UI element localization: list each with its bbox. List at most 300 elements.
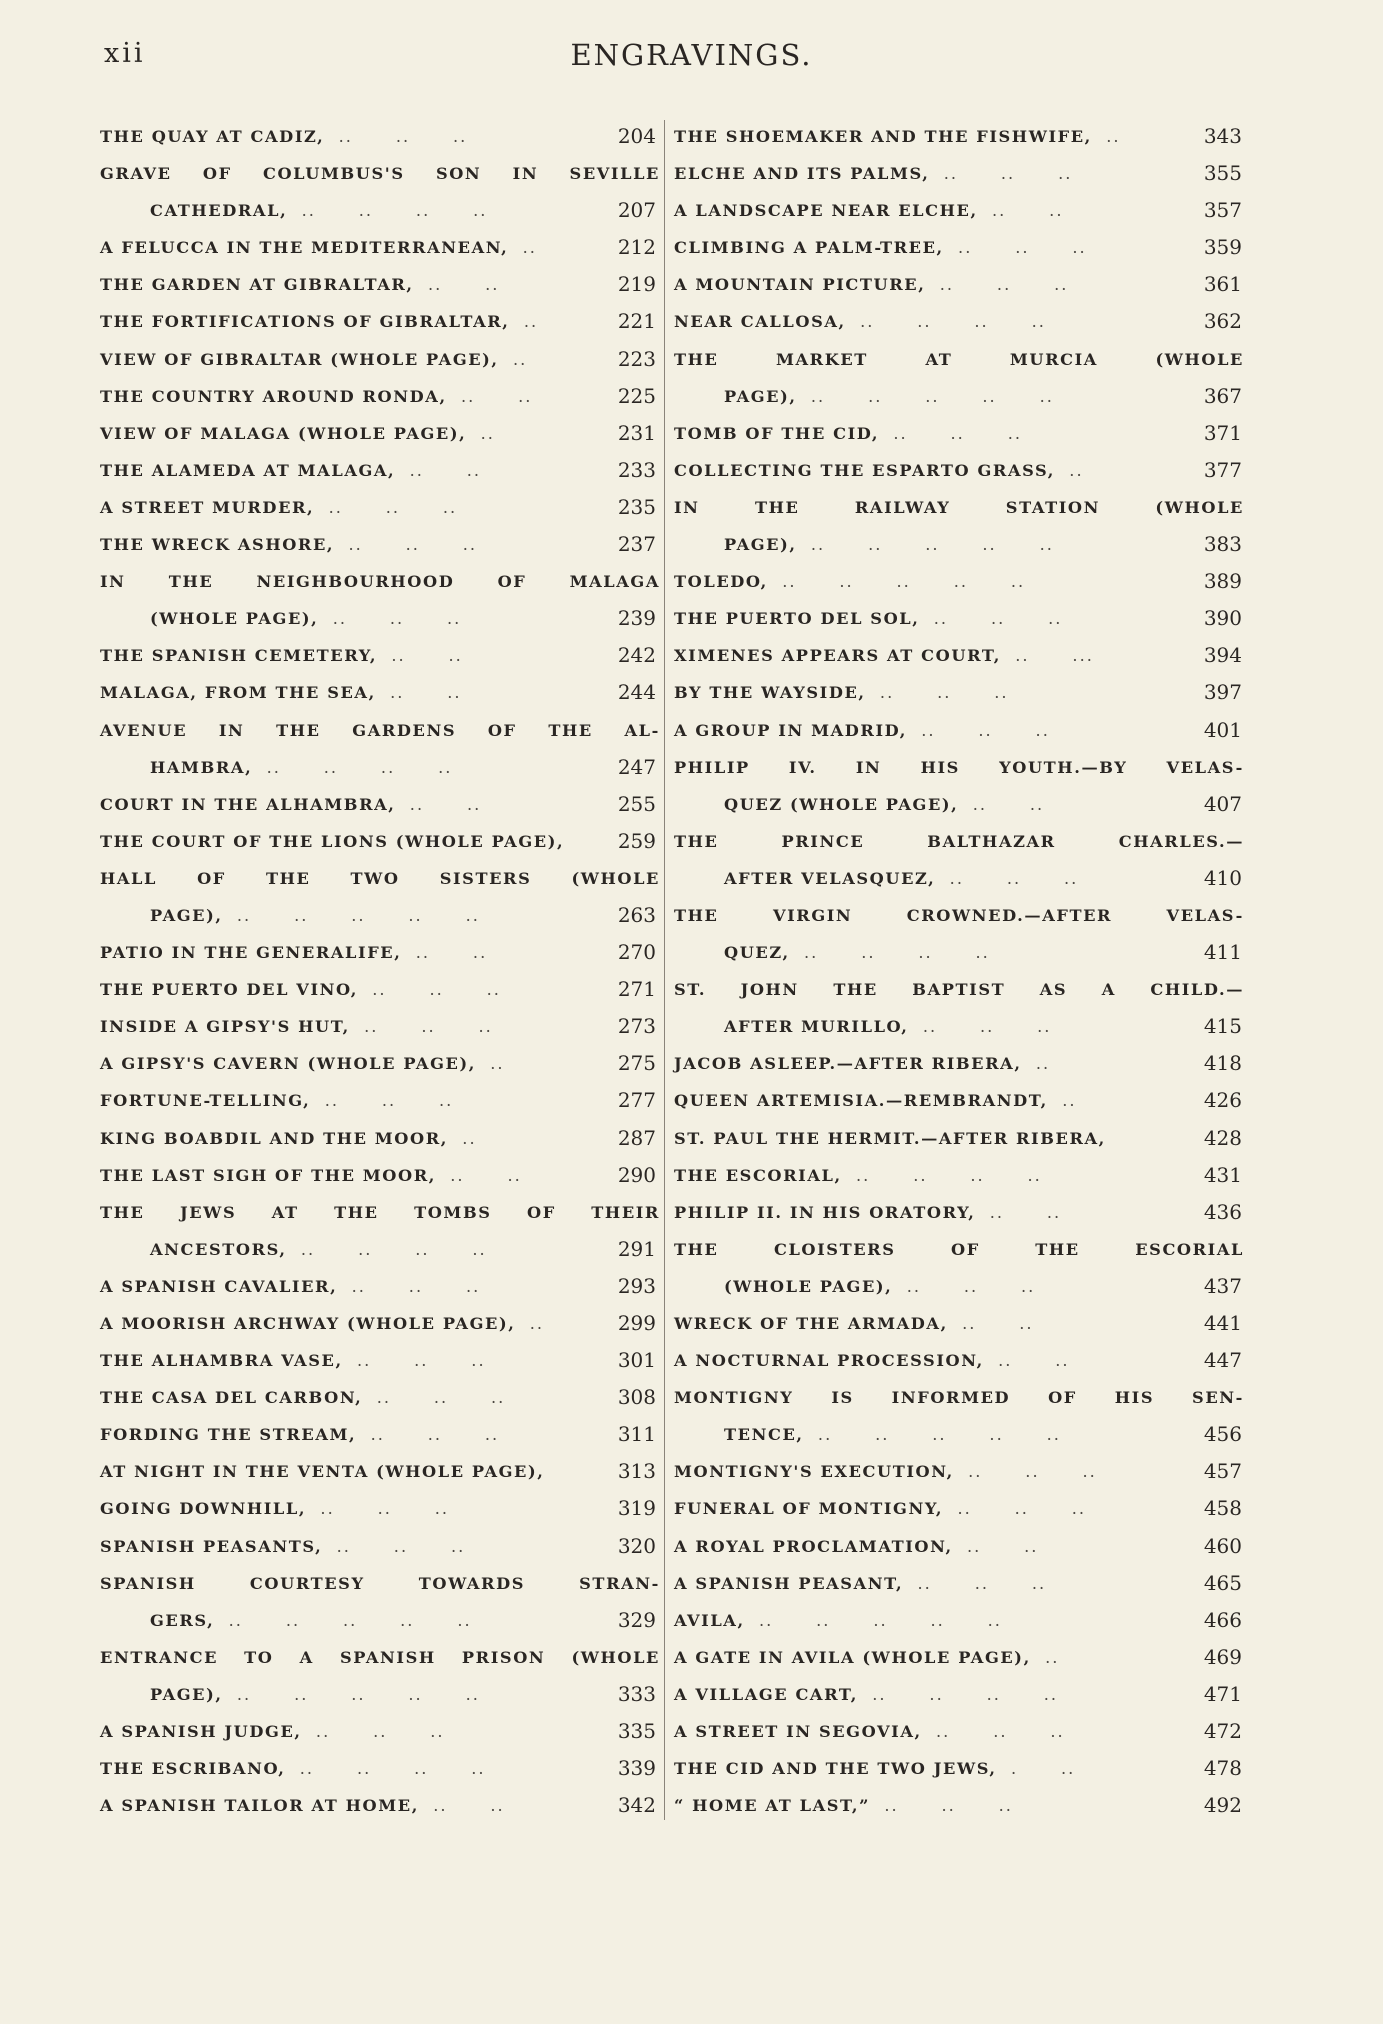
leader-dots: .. .. — [952, 1536, 1039, 1556]
page-ref: 329 — [617, 1607, 656, 1632]
entry-title: COURT IN THE ALHAMBRA, — [100, 794, 396, 814]
leader-dots: .. .. .. .. .. — [796, 535, 1054, 555]
page-ref: 469 — [1203, 1644, 1242, 1669]
toc-entry — [674, 600, 1244, 637]
toc-entry-line — [674, 192, 1244, 229]
entry-title: A LANDSCAPE NEAR ELCHE, — [674, 201, 978, 221]
toc-entry-line — [100, 229, 660, 266]
page-ref: 394 — [1203, 643, 1242, 668]
leader-dots: .. .. .. — [349, 1017, 493, 1037]
toc-entry-line — [100, 1416, 660, 1453]
entry-title: A GATE IN AVILA (WHOLE PAGE), — [674, 1647, 1031, 1667]
entry-title: INSIDE A GIPSY'S HUT, — [100, 1017, 350, 1037]
toc-entry-line — [100, 1008, 660, 1045]
page-ref: 407 — [1203, 791, 1242, 816]
entry-title: TOMB OF THE CID, — [674, 423, 880, 443]
leader-dots: .. .. — [436, 1165, 522, 1185]
toc-entry-line — [100, 637, 660, 674]
leader-dots: .. .. .. — [870, 1796, 1013, 1816]
entry-title: TENCE, — [724, 1425, 804, 1445]
page-ref: 458 — [1203, 1496, 1242, 1521]
toc-entry — [100, 489, 660, 526]
toc-entry-line — [674, 1268, 1244, 1305]
toc-entry-line — [100, 897, 660, 934]
toc-entry — [674, 155, 1244, 192]
page-ref: 225 — [617, 383, 656, 408]
page-ref: 436 — [1203, 1199, 1242, 1224]
page-ref: 371 — [1203, 420, 1242, 445]
toc-entry-line — [100, 155, 660, 192]
entry-title: NEAR CALLOSA, — [674, 312, 846, 332]
entry-title: FUNERAL OF MONTIGNY, — [674, 1499, 944, 1519]
leader-dots: .. .. .. — [310, 1091, 454, 1111]
entry-title: THE CASA DEL CARBON, — [100, 1388, 363, 1408]
entry-title: KING BOABDIL AND THE MOOR, — [100, 1128, 449, 1148]
entry-title: MONTIGNY'S EXECUTION, — [674, 1462, 954, 1482]
page-ref: 223 — [617, 346, 656, 371]
toc-entry — [100, 1787, 660, 1824]
entry-title: CLIMBING A PALM-TREE, — [674, 238, 944, 258]
entry-title: PHILIP II. IN HIS ORATORY, — [674, 1202, 976, 1222]
toc-entry-line — [674, 526, 1244, 563]
entry-title: QUEEN ARTEMISIA.—REMBRANDT, — [674, 1091, 1048, 1111]
leader-dots: .. .. .. .. — [285, 1759, 486, 1779]
toc-entry — [100, 526, 660, 563]
entry-title: IN THE NEIGHBOURHOOD OF MALAGA — [100, 572, 660, 592]
toc-entry — [674, 1490, 1244, 1527]
entry-title: THE GARDEN AT GIBRALTAR, — [100, 275, 414, 295]
leader-dots: .. .. .. — [879, 423, 1022, 443]
toc-entry-line — [100, 1342, 660, 1379]
toc-entry-line — [674, 1713, 1244, 1750]
page-ref: 319 — [617, 1496, 656, 1521]
entry-title: AFTER VELASQUEZ, — [724, 868, 936, 888]
entry-title: HALL OF THE TWO SISTERS (WHOLE — [100, 868, 660, 888]
toc-entry-line — [100, 415, 660, 452]
page-ref: 221 — [617, 309, 656, 334]
toc-entry-line — [100, 786, 660, 823]
toc-entry — [100, 563, 660, 637]
page-ref: 239 — [617, 606, 656, 631]
toc-entry-line — [100, 1602, 660, 1639]
entry-title: HAMBRA, — [150, 757, 253, 777]
toc-entry-line — [674, 1490, 1244, 1527]
toc-entry — [100, 712, 660, 786]
toc-entry-line — [674, 118, 1244, 155]
entry-title: THE VIRGIN CROWNED.—AFTER VELAS- — [674, 905, 1244, 925]
toc-entry-line — [674, 637, 1244, 674]
toc-entry-line — [100, 1379, 660, 1416]
page-ref: 219 — [617, 272, 656, 297]
toc-entry-line — [100, 192, 660, 229]
page-ref: 428 — [1203, 1125, 1242, 1150]
page-ref: 287 — [617, 1125, 656, 1150]
entry-title: GERS, — [150, 1610, 215, 1630]
toc-entry — [674, 712, 1244, 749]
entry-title: IN THE RAILWAY STATION (WHOLE — [674, 497, 1244, 517]
entry-title: THE MARKET AT MURCIA (WHOLE — [674, 349, 1244, 369]
page-ref: 339 — [617, 1756, 656, 1781]
entry-title: THE ALHAMBRA VASE, — [100, 1351, 343, 1371]
entry-title: (WHOLE PAGE), — [724, 1276, 893, 1296]
entry-title: A FELUCCA IN THE MEDITERRANEAN, — [100, 238, 509, 258]
leader-dots: .. .. — [395, 794, 482, 814]
leader-dots: .. .. .. .. .. — [744, 1610, 1002, 1630]
toc-entry-line — [100, 674, 660, 711]
leader-dots: .. — [1055, 460, 1084, 480]
page-ref: 441 — [1203, 1311, 1242, 1335]
entry-title: QUEZ (WHOLE PAGE), — [724, 794, 959, 814]
leader-dots: .. .. .. — [301, 1722, 445, 1742]
page-ref: 273 — [617, 1014, 656, 1039]
entry-title: XIMENES APPEARS AT COURT, — [674, 646, 1001, 666]
toc-entry-line — [674, 823, 1244, 860]
leader-dots: .. — [1030, 1647, 1060, 1667]
entry-title: PHILIP IV. IN HIS YOUTH.—BY VELAS- — [674, 757, 1244, 777]
entry-title: SPANISH COURTESY TOWARDS STRAN- — [100, 1573, 660, 1593]
page-ref: 271 — [617, 977, 656, 1002]
entry-title: A SPANISH CAVALIER, — [100, 1276, 338, 1296]
entry-title: THE SPANISH CEMETERY, — [100, 646, 378, 666]
leader-dots: .. .. — [975, 1202, 1062, 1222]
entry-title: A SPANISH PEASANT, — [674, 1573, 904, 1593]
leader-dots: .. .. .. .. — [857, 1684, 1059, 1704]
toc-entry-line — [100, 526, 660, 563]
toc-entry — [674, 637, 1244, 674]
toc-entry — [100, 1268, 660, 1305]
toc-entry — [100, 378, 660, 415]
page-ref: 362 — [1203, 309, 1242, 334]
toc-entry-line — [674, 1750, 1244, 1787]
page-ref: 447 — [1203, 1348, 1242, 1373]
toc-entry-line — [100, 1045, 660, 1082]
toc-entry — [100, 1194, 660, 1268]
toc-entry — [674, 1602, 1244, 1639]
toc-entry-line — [100, 341, 660, 378]
entry-title: GOING DOWNHILL, — [100, 1499, 307, 1519]
toc-entry — [100, 637, 660, 674]
toc-entry-line — [674, 563, 1244, 600]
leader-dots: .. .. .. — [306, 1499, 450, 1519]
leader-dots: .. .. .. .. .. — [796, 386, 1054, 406]
toc-entry — [674, 489, 1244, 563]
leader-dots: .. .. .. — [356, 1425, 500, 1445]
entry-title: THE WRECK ASHORE, — [100, 535, 335, 555]
toc-entry-line — [100, 1565, 660, 1602]
leader-dots: .. .. .. — [919, 609, 1063, 629]
page-ref: 270 — [617, 940, 656, 965]
toc-entry-line — [674, 1157, 1244, 1194]
leader-dots: .. .. — [446, 386, 533, 406]
page-ref: 397 — [1203, 680, 1242, 705]
page-ref: 293 — [617, 1273, 656, 1298]
toc-entry-line — [674, 229, 1244, 266]
toc-entry — [100, 1342, 660, 1379]
page-ref: 472 — [1203, 1719, 1242, 1744]
toc-entry-line — [674, 1639, 1244, 1676]
toc-entry-line — [100, 1490, 660, 1527]
entry-title: FORDING THE STREAM, — [100, 1425, 357, 1445]
entry-title: (WHOLE PAGE), — [150, 609, 319, 629]
toc-entry — [674, 823, 1244, 897]
page-ref: 244 — [617, 680, 656, 705]
entry-title: BY THE WAYSIDE, — [674, 683, 866, 703]
leader-dots: .. .. .. .. — [841, 1165, 1042, 1185]
toc-entry — [100, 1453, 660, 1490]
toc-entry — [100, 934, 660, 971]
page-ref: 204 — [617, 124, 656, 148]
entry-title: THE PRINCE BALTHAZAR CHARLES.— — [674, 831, 1244, 851]
page-ref: 456 — [1203, 1422, 1242, 1447]
toc-entry-line — [674, 1379, 1244, 1416]
entry-title: QUEZ, — [724, 943, 790, 963]
page-ref: 415 — [1203, 1014, 1242, 1039]
entry-title: A STREET IN SEGOVIA, — [674, 1722, 922, 1742]
toc-entry-line — [100, 1750, 660, 1787]
toc-entry-line — [674, 674, 1244, 711]
toc-entry-line — [100, 823, 660, 860]
entry-title: WRECK OF THE ARMADA, — [674, 1314, 948, 1333]
toc-entry-line — [100, 1120, 660, 1157]
leader-dots: . .. — [996, 1759, 1076, 1779]
toc-entry-line — [674, 415, 1244, 452]
toc-entry-line — [100, 452, 660, 489]
toc-entry — [100, 266, 660, 303]
entry-title: MALAGA, FROM THE SEA, — [100, 683, 376, 703]
toc-entry-line — [674, 266, 1244, 303]
leader-dots: .. .. .. — [929, 164, 1073, 184]
toc-entry-line — [100, 378, 660, 415]
toc-entry — [100, 1490, 660, 1527]
toc-entry-line — [100, 749, 660, 786]
toc-entry-line — [100, 1305, 660, 1342]
entry-title: THE PUERTO DEL VINO, — [100, 980, 358, 1000]
toc-entry — [674, 1787, 1244, 1824]
page-ref: 291 — [617, 1236, 656, 1261]
toc-entry-line — [100, 1639, 660, 1676]
toc-entry — [674, 415, 1244, 452]
toc-entry — [100, 1528, 660, 1565]
leader-dots: .. .. .. — [334, 535, 478, 555]
page-ref: 320 — [617, 1533, 656, 1558]
leader-dots: .. .. — [395, 460, 482, 480]
toc-entry-line — [674, 1305, 1244, 1342]
leader-dots: .. .. .. .. .. — [222, 905, 480, 925]
toc-entry-line — [674, 971, 1244, 1008]
page-ref: 275 — [617, 1051, 656, 1076]
toc-entry-line — [674, 303, 1244, 340]
entry-title: PAGE), — [724, 386, 797, 406]
entry-title: PAGE), — [150, 905, 223, 925]
page-ref: 437 — [1203, 1273, 1242, 1298]
entry-title: ENTRANCE TO A SPANISH PRISON (WHOLE — [100, 1647, 660, 1667]
toc-entry-line — [674, 1416, 1244, 1453]
page-ref: 335 — [617, 1719, 656, 1744]
leader-dots: .. .. — [947, 1314, 1034, 1333]
toc-entry — [674, 1676, 1244, 1713]
leader-dots: .. .. — [375, 683, 462, 703]
page-ref: 390 — [1203, 606, 1242, 631]
toc-entry-line — [100, 1453, 660, 1490]
page-ref: 431 — [1203, 1162, 1242, 1187]
page-ref: 411 — [1203, 940, 1242, 965]
toc-entry-line — [100, 118, 660, 155]
toc-entry — [674, 971, 1244, 1045]
toc-entry-line — [674, 1120, 1244, 1157]
toc-entry-line — [674, 1342, 1244, 1379]
entry-title: “ HOME AT LAST,” — [674, 1796, 871, 1816]
entry-title: VIEW OF GIBRALTAR (WHOLE PAGE), — [100, 349, 499, 369]
leader-dots: .. .. .. — [906, 720, 1050, 740]
toc-entry-line — [100, 1231, 660, 1268]
leader-dots: .. ... — [1000, 646, 1094, 666]
leader-dots: .. .. — [377, 646, 463, 666]
toc-entry — [674, 563, 1244, 600]
toc-entry-line — [100, 563, 660, 600]
entry-title: ELCHE AND ITS PALMS, — [674, 164, 930, 184]
page-ref: 333 — [617, 1681, 656, 1706]
toc-entry-line — [674, 1082, 1244, 1119]
entry-title: A NOCTURNAL PROCESSION, — [674, 1351, 984, 1371]
toc-entry — [674, 1565, 1244, 1602]
page-ref: 355 — [1203, 161, 1242, 186]
entry-title: CATHEDRAL, — [150, 201, 288, 221]
toc-entry — [674, 897, 1244, 971]
toc-entry — [674, 229, 1244, 266]
toc-entry-line — [674, 1194, 1244, 1231]
leader-dots: .. .. .. — [322, 1536, 466, 1556]
toc-entry — [100, 1120, 660, 1157]
toc-entry-line — [674, 1602, 1244, 1639]
toc-entry-line — [100, 1787, 660, 1824]
leader-dots: .. .. — [418, 1796, 505, 1816]
page-ref: 237 — [617, 532, 656, 557]
page-ref: 207 — [617, 198, 656, 223]
toc-entry-line — [674, 378, 1244, 415]
toc-entry — [674, 1453, 1244, 1490]
leader-dots: .. — [475, 1054, 505, 1074]
page-ref: 426 — [1203, 1088, 1242, 1113]
toc-entry — [674, 1231, 1244, 1305]
entry-title: PATIO IN THE GENERALIFE, — [100, 943, 402, 963]
entry-title: ST. PAUL THE HERMIT.—AFTER RIBERA, — [674, 1128, 1106, 1148]
entry-title: THE COURT OF THE LIONS (WHOLE PAGE), — [100, 831, 565, 851]
entry-title: A MOUNTAIN PICTURE, — [674, 275, 926, 295]
toc-entry — [674, 1120, 1244, 1157]
toc-entry — [100, 860, 660, 934]
page-ref: 418 — [1203, 1051, 1242, 1076]
leader-dots: .. — [448, 1128, 477, 1148]
toc-entry — [674, 452, 1244, 489]
entry-title: MONTIGNY IS INFORMED OF HIS SEN- — [674, 1388, 1244, 1408]
page-ref: 377 — [1203, 457, 1242, 482]
toc-entry — [674, 1342, 1244, 1379]
leader-dots: .. .. .. .. .. — [222, 1684, 480, 1704]
leader-dots: .. .. .. .. — [287, 201, 488, 221]
leader-dots: .. .. .. — [324, 127, 468, 146]
entry-title: A MOORISH ARCHWAY (WHOLE PAGE), — [100, 1314, 516, 1333]
page-ref: 255 — [617, 791, 656, 816]
leader-dots: .. .. .. .. — [286, 1239, 487, 1259]
toc-entry — [100, 786, 660, 823]
toc-entry — [100, 1565, 660, 1639]
page-ref: 465 — [1203, 1570, 1242, 1595]
toc-entry — [674, 1194, 1244, 1231]
leader-dots: .. .. .. — [342, 1351, 486, 1371]
toc-entry-line — [674, 1676, 1244, 1713]
toc-entry — [100, 1750, 660, 1787]
leader-dots: .. — [515, 1314, 545, 1333]
toc-entry — [674, 303, 1244, 340]
page-ref: 308 — [617, 1385, 656, 1410]
page-ref: 313 — [617, 1459, 656, 1484]
page-ref: 290 — [617, 1162, 656, 1187]
leader-dots: .. .. .. — [953, 1462, 1097, 1482]
toc-entry-line — [100, 600, 660, 637]
page-ref: 299 — [617, 1311, 656, 1335]
toc-entry — [100, 1379, 660, 1416]
toc-entry — [100, 1082, 660, 1119]
toc-entry — [674, 1528, 1244, 1565]
toc-entry-line — [674, 1231, 1244, 1268]
leader-dots: .. .. .. .. — [789, 943, 990, 963]
entry-title: TOLEDO, — [674, 572, 768, 592]
toc-entry — [100, 1008, 660, 1045]
page-ref: 247 — [617, 754, 656, 779]
page-ref: 259 — [617, 828, 656, 853]
leader-dots: .. .. .. — [314, 497, 458, 517]
leader-dots: .. — [509, 312, 539, 332]
toc-entry — [674, 674, 1244, 711]
page-ref: 367 — [1203, 383, 1242, 408]
page-ref: 311 — [617, 1422, 656, 1447]
toc-entry-line — [674, 786, 1244, 823]
leader-dots: .. .. .. .. .. — [214, 1610, 472, 1630]
leader-dots: .. .. .. — [892, 1276, 1036, 1296]
toc-entry-line — [674, 712, 1244, 749]
toc-entry — [100, 1639, 660, 1713]
entry-title: THE PUERTO DEL SOL, — [674, 609, 920, 629]
toc-entry-line — [100, 1157, 660, 1194]
toc-entry — [100, 303, 660, 340]
entry-title: COLLECTING THE ESPARTO GRASS, — [674, 460, 1056, 480]
toc-entry-line — [100, 266, 660, 303]
toc-entry — [674, 749, 1244, 823]
leader-dots: .. .. — [958, 794, 1045, 814]
entry-title: FORTUNE-TELLING, — [100, 1091, 311, 1111]
page-number: xii — [104, 38, 146, 69]
page-ref: 233 — [617, 457, 656, 482]
toc-entry-line — [100, 934, 660, 971]
toc-entry-line — [674, 934, 1244, 971]
toc-entry-line — [674, 452, 1244, 489]
leader-dots: .. .. .. — [358, 980, 501, 1000]
toc-entry-line — [674, 489, 1244, 526]
entry-title: THE CID AND THE TWO JEWS, — [674, 1759, 997, 1779]
toc-entry-line — [674, 1045, 1244, 1082]
leader-dots: .. — [498, 349, 528, 369]
page-ref: 242 — [617, 643, 656, 668]
leader-dots: .. .. — [401, 943, 488, 963]
toc-entry — [100, 229, 660, 266]
leader-dots: .. .. .. — [943, 238, 1087, 258]
entry-title: THE ESCRIBANO, — [100, 1759, 286, 1779]
entry-title: AT NIGHT IN THE VENTA (WHOLE PAGE), — [100, 1462, 545, 1482]
page-ref: 231 — [617, 420, 656, 445]
toc-entry-line — [674, 860, 1244, 897]
leader-dots: .. .. .. — [318, 609, 462, 629]
page-ref: 471 — [1203, 1681, 1242, 1706]
